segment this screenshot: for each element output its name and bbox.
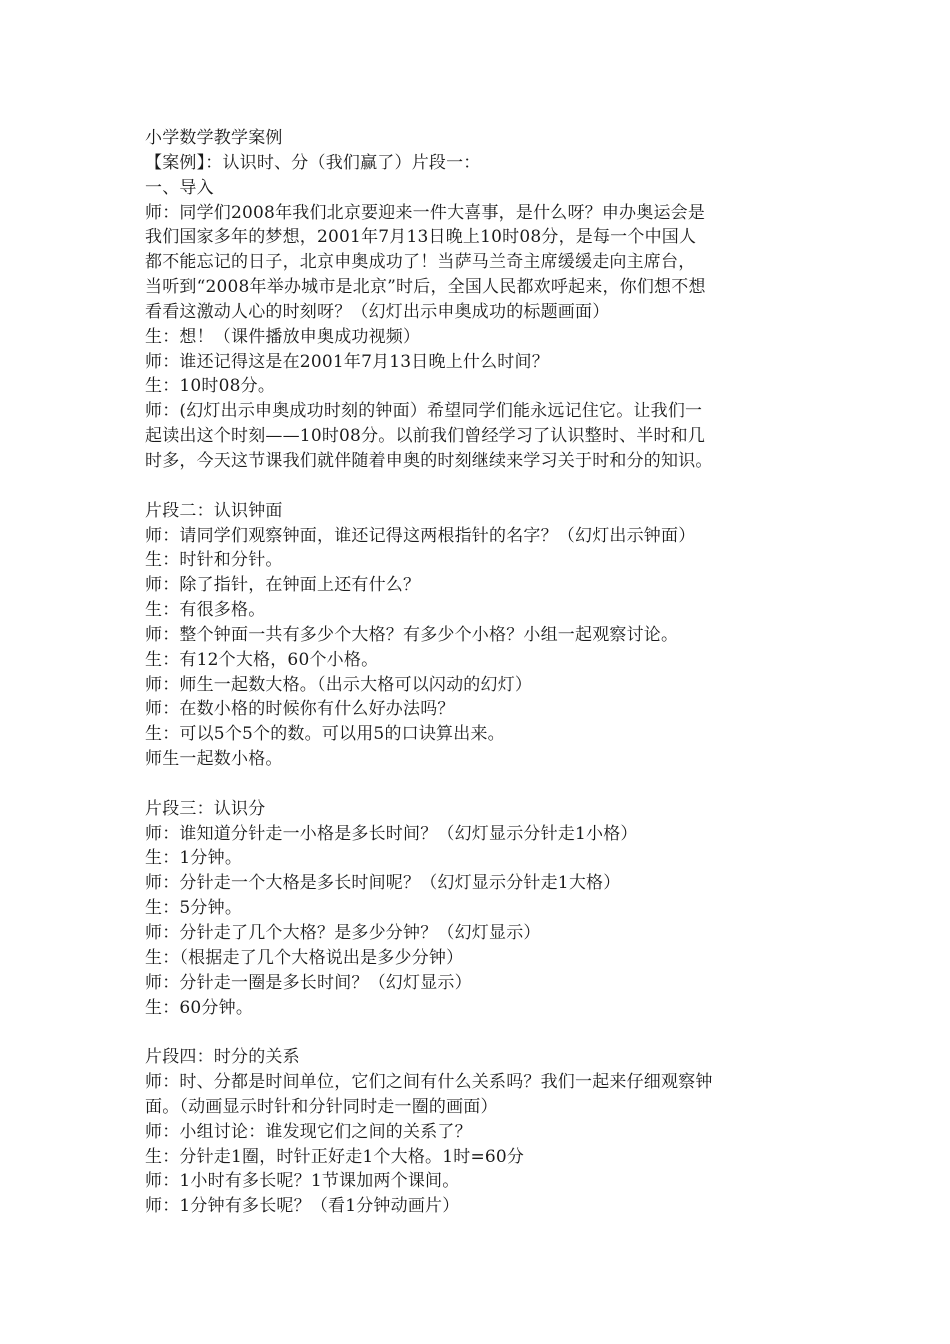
text-line: 【案例】：认识时、分（我们赢了）片段一：: [145, 152, 481, 173]
text-line: 师：除了指针，在钟面上还有什么？: [145, 575, 421, 596]
text-line: 都不能忘记的日子，北京申奥成功了！当萨马兰奇主席缓缓走向主席台，: [145, 252, 696, 273]
text-line: 片段四：时分的关系: [145, 1047, 300, 1068]
text-line: 师：谁知道分针走一小格是多长时间？（幻灯显示分针走1小格）: [145, 823, 638, 844]
text-line: 师：分针走一圈是多长时间？（幻灯显示）: [145, 972, 472, 993]
text-line: 起读出这个时刻——10时08分。以前我们曾经学习了认识整时、半时和几: [145, 426, 706, 447]
text-line: 师：(幻灯出示申奥成功时刻的钟面）希望同学们能永远记住它。让我们一: [145, 401, 703, 422]
document-body: [145, 126, 845, 1219]
blank-line: [145, 772, 845, 797]
text-line: 生：10时08分。: [145, 376, 276, 397]
text-line: 生：想！（课件播放申奥成功视频）: [145, 326, 421, 347]
text-line: 师：在数小格的时候你有什么好办法吗？: [145, 699, 455, 720]
text-line: 师：同学们2008年我们北京要迎来一件大喜事，是什么呀？申办奥运会是: [145, 202, 706, 223]
document-title: 小学数学教学案例: [145, 128, 283, 148]
text-line: 我们国家多年的梦想，2001年7月13日晚上10时08分，是每一个中国人: [145, 227, 697, 248]
text-line: 师：谁还记得这是在2001年7月13日晚上什么时间？: [145, 351, 549, 372]
text-line: 一、导入: [145, 177, 214, 198]
text-line: 时多，今天这节课我们就伴随着申奥的时刻继续来学习关于时和分的知识。: [145, 450, 713, 471]
blank-line: [145, 474, 845, 499]
text-line: 生：1分钟。: [145, 848, 243, 869]
text-line: 师：1小时有多长呢？1节课加两个课间。: [145, 1171, 460, 1192]
text-line: 生：有12个大格，60个小格。: [145, 649, 379, 670]
text-line: 师：分针走了几个大格？是多少分钟？（幻灯显示）: [145, 923, 541, 943]
text-line: 师：师生一起数大格。（出示大格可以闪动的幻灯）: [145, 674, 533, 695]
text-line: 片段三：认识分: [145, 798, 266, 819]
text-line: 师：时、分都是时间单位，它们之间有什么关系吗？我们一起来仔细观察钟: [145, 1072, 713, 1093]
text-line: 生：时针和分针。: [145, 550, 283, 571]
text-line: 生：有很多格。: [145, 600, 266, 621]
text-line: 当听到“2008年举办城市是北京”时后，全国人民都欢呼起来，你们想不想: [145, 277, 706, 298]
text-line: 师：小组讨论：谁发现它们之间的关系了？: [145, 1121, 472, 1142]
blank-line: [145, 1020, 845, 1045]
text-line: 生：5分钟。: [145, 898, 243, 919]
text-line: 片段二：认识钟面: [145, 500, 283, 521]
text-line: 师：1分钟有多长呢？（看1分钟动画片）: [145, 1196, 460, 1217]
text-line: 看看这激动人心的时刻呀？（幻灯出示申奥成功的标题画面）: [145, 301, 610, 322]
text-line: 师生一起数小格。: [145, 749, 283, 770]
text-line: 生：60分钟。: [145, 997, 254, 1018]
text-line: 师：分针走一个大格是多长时间呢？（幻灯显示分针走1大格）: [145, 873, 621, 894]
text-line: 生：可以5个5个的数。可以用5的口诀算出来。: [145, 724, 505, 745]
text-line: 面。（动画显示时针和分针同时走一圈的画面）: [145, 1096, 498, 1117]
text-line: 生：（根据走了几个大格说出是多少分钟）: [145, 947, 464, 968]
text-line: 生：分针走1圈，时针正好走1个大格。1时=60分: [145, 1146, 525, 1167]
text-line: 师：整个钟面一共有多少个大格？有多少个小格？小组一起观察讨论。: [145, 624, 679, 645]
text-line: 师：请同学们观察钟面，谁还记得这两根指针的名字？（幻灯出示钟面）: [145, 525, 696, 546]
